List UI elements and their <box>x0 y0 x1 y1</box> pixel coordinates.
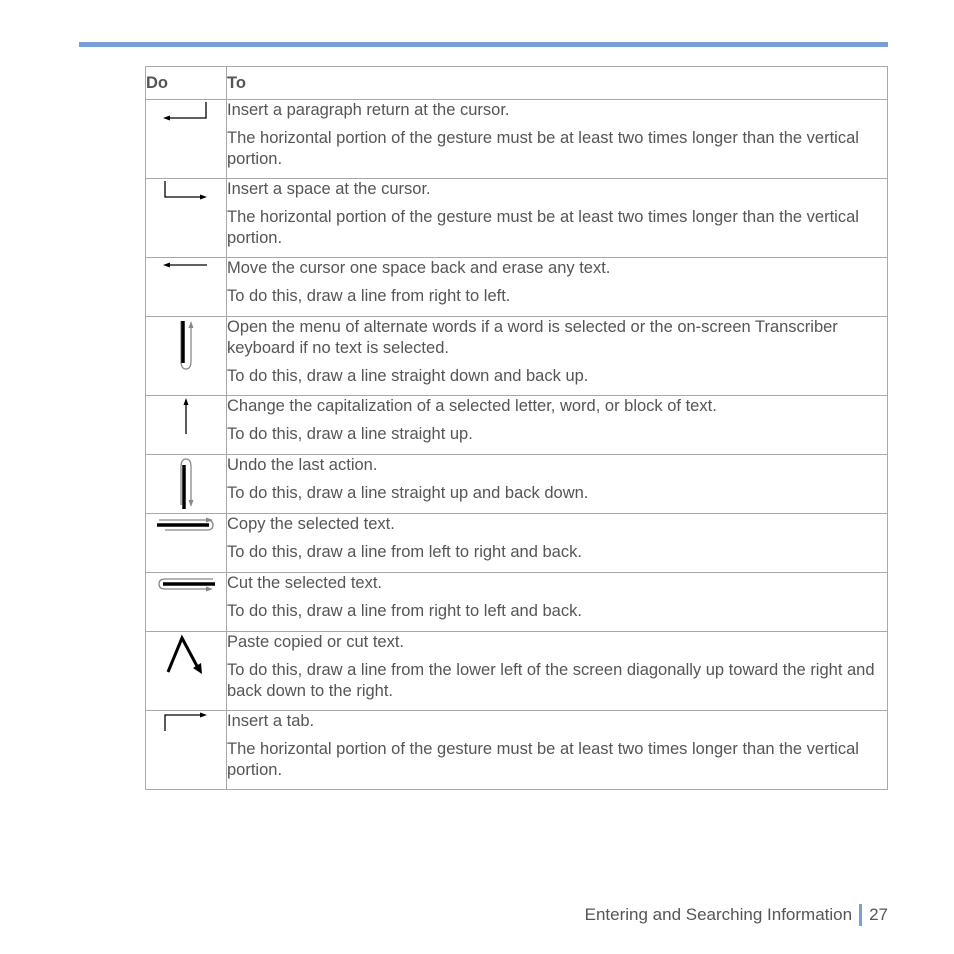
gesture-cell <box>146 711 227 790</box>
action-text: Open the menu of alternate words if a word is selected or the on-screen Transcriber keyboard if no text is selected. <box>227 318 838 357</box>
header-rule <box>79 42 888 47</box>
description-cell <box>227 258 888 317</box>
gesture-cell <box>146 455 227 514</box>
gesture-cell <box>146 396 227 455</box>
alternate-words-gesture-icon <box>146 317 226 373</box>
instruction-text: To do this, draw a line from right to left and back. <box>227 602 582 620</box>
instruction-text: To do this, draw a line straight up. <box>227 425 473 443</box>
gesture-cell <box>146 317 227 396</box>
gesture-table <box>145 66 888 790</box>
table-row <box>146 514 888 573</box>
instruction-text: To do this, draw a line straight down and back up. <box>227 367 589 385</box>
gesture-cell <box>146 573 227 632</box>
table-row <box>146 455 888 514</box>
table-row <box>146 179 888 258</box>
action-text: Change the capitalization of a selected letter, word, or block of text. <box>227 397 717 415</box>
action-text: Insert a space at the cursor. <box>227 180 431 198</box>
table-row <box>146 573 888 632</box>
table-row <box>146 317 888 396</box>
instruction-text: The horizontal portion of the gesture must be at least two times longer than the vertical portion. <box>227 208 859 247</box>
cut-gesture-icon <box>146 573 226 595</box>
footer-separator <box>859 904 862 926</box>
description-cell <box>227 100 888 179</box>
page-number: 27 <box>869 905 888 924</box>
paste-gesture-icon <box>146 632 226 676</box>
backspace-gesture-icon <box>146 258 226 272</box>
table-header-row <box>146 67 888 100</box>
action-text: Paste copied or cut text. <box>227 633 405 651</box>
instruction-text: To do this, draw a line from left to right and back. <box>227 543 582 561</box>
gesture-cell <box>146 258 227 317</box>
description-cell <box>227 396 888 455</box>
description-cell <box>227 632 888 711</box>
table-row <box>146 100 888 179</box>
page-footer <box>585 904 888 926</box>
paragraph-return-gesture-icon <box>146 100 226 122</box>
action-text: Copy the selected text. <box>227 515 395 533</box>
gesture-cell <box>146 632 227 711</box>
table-row <box>146 396 888 455</box>
table-row <box>146 632 888 711</box>
description-cell <box>227 455 888 514</box>
column-header-do: Do <box>146 67 227 100</box>
instruction-text: The horizontal portion of the gesture must be at least two times longer than the vertical portion. <box>227 129 859 168</box>
description-cell <box>227 573 888 632</box>
instruction-text: The horizontal portion of the gesture must be at least two times longer than the vertical portion. <box>227 740 859 779</box>
table-row <box>146 258 888 317</box>
action-text: Undo the last action. <box>227 456 378 474</box>
description-cell <box>227 514 888 573</box>
capitalization-gesture-icon <box>146 396 226 436</box>
gesture-cell <box>146 514 227 573</box>
column-header-to: To <box>227 67 888 100</box>
instruction-text: To do this, draw a line from the lower left of the screen diagonally up toward the right and back down to the right. <box>227 661 875 700</box>
table-row <box>146 711 888 790</box>
instruction-text: To do this, draw a line from right to left. <box>227 287 511 305</box>
gesture-cell <box>146 179 227 258</box>
action-text: Move the cursor one space back and erase any text. <box>227 259 611 277</box>
footer-section-title: Entering and Searching Information <box>584 905 853 924</box>
copy-gesture-icon <box>146 514 226 536</box>
gesture-cell <box>146 100 227 179</box>
action-text: Cut the selected text. <box>227 574 383 592</box>
instruction-text: To do this, draw a line straight up and back down. <box>227 484 589 502</box>
space-gesture-icon <box>146 179 226 201</box>
description-cell <box>227 179 888 258</box>
tab-gesture-icon <box>146 711 226 733</box>
undo-gesture-icon <box>146 455 226 511</box>
description-cell <box>227 317 888 396</box>
action-text: Insert a tab. <box>227 712 315 730</box>
description-cell <box>227 711 888 790</box>
action-text: Insert a paragraph return at the cursor. <box>227 101 510 119</box>
